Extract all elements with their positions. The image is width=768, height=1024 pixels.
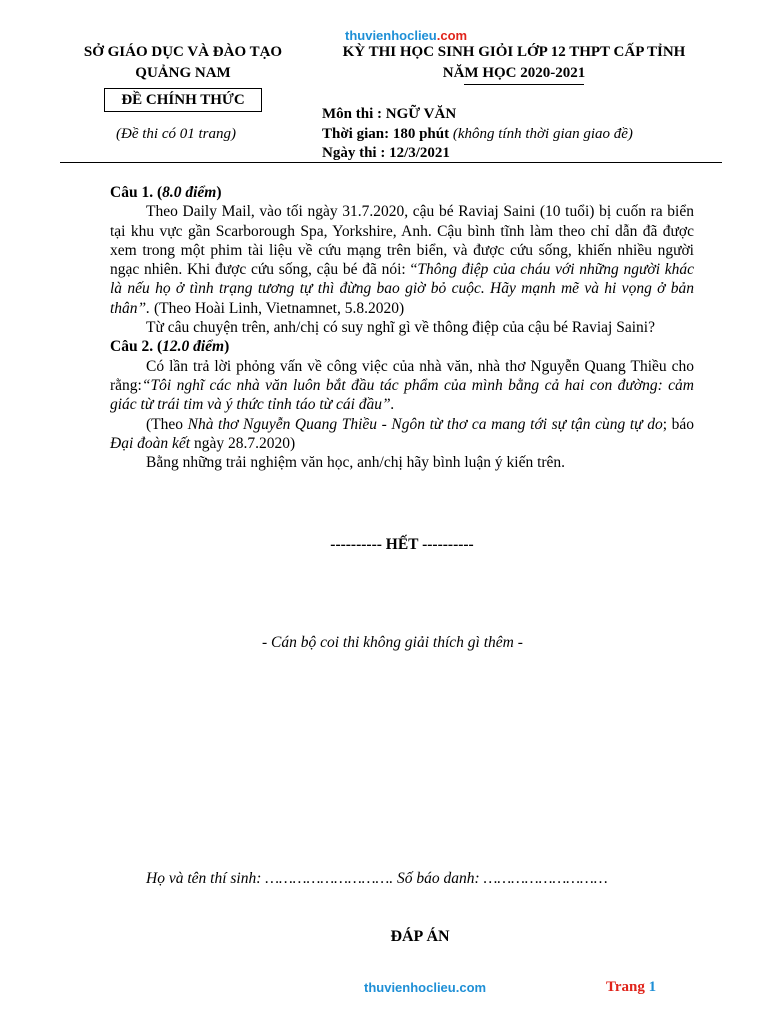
header-divider: [60, 162, 722, 163]
question-1-quote: Thông điệp của cháu với những người khác là nếu họ ở tình trạng tương tự thì đừng bao giờ bỏ cuộc. Hãy mạnh mẽ và hi vọng ở bản thân”.: [110, 261, 694, 317]
end-marker: ---------- HẾT ----------: [330, 536, 474, 553]
question-2-source-mid: ; báo: [662, 415, 694, 433]
question-2-source: [110, 415, 694, 454]
question-2-passage: [110, 357, 694, 415]
question-1-heading: [110, 183, 694, 202]
page-number: 1: [648, 979, 657, 995]
question-2-heading: [110, 337, 694, 356]
pages-note: (Đề thi có 01 trang): [116, 126, 236, 142]
time-note: (không tính thời gian giao đề): [449, 126, 633, 142]
question-1-points: 8.0 điểm: [162, 184, 217, 201]
question-2-quote: “Tôi nghĩ các nhà văn luôn bắt đầu tác phẩm của mình bằng cả hai con đường: cảm giác từ trái tim và ý thức tỉnh táo từ cái đầu”.: [110, 376, 694, 414]
page-number-label: [606, 979, 656, 996]
department-name: SỞ GIÁO DỤC VÀ ĐÀO TẠO: [83, 44, 283, 60]
question-2-source-title: Nhà thơ Nguyễn Quang Thiều - Ngôn từ thơ ca mang tới sự tận cùng tự do: [187, 415, 663, 433]
question-1-heading-prefix: Câu 1. (: [110, 184, 163, 201]
question-1-passage-text: Theo Daily Mail, vào tối ngày 31.7.2020, cậu bé Raviaj Saini (10 tuổi) bị cuốn ra biển tại khu vực gần Scarborough Spa, Yorkshire, Anh. Cậu bình tĩnh làm theo chỉ dẫn đã được xem trong một phim tài liệu về cứu mạng trên biển, và được cứu sống, khiến nhiều người ngạc nhiên. Khi được cứu sống, cậu bé đã nói: “: [110, 203, 694, 279]
question-2-heading-suffix: ): [224, 338, 230, 356]
question-2-source-date: ngày 28.7.2020): [190, 434, 296, 452]
subject-line: Môn thi : NGỮ VĂN: [322, 106, 457, 122]
candidate-info-line: Họ và tên thí sinh: ………………………. Số báo danh: ………………………: [146, 870, 608, 887]
question-2-source-prefix: (Theo: [146, 415, 188, 433]
question-2-passage-text: Có lần trả lời phỏng vấn về công việc của nhà văn, nhà thơ Nguyễn Quang Thiều cho rằng:: [110, 357, 694, 394]
exam-date: Ngày thi : 12/3/2021: [322, 145, 450, 161]
question-2-prompt: Bằng những trải nghiệm văn học, anh/chị hãy bình luận ý kiến trên.: [146, 454, 566, 472]
watermark-footer: thuvienhoclieu.com: [364, 980, 487, 995]
official-exam-box: ĐỀ CHÍNH THỨC: [104, 88, 262, 112]
page-label: Trang: [606, 979, 649, 995]
watermark-top-main: thuvienhoclieu: [345, 28, 437, 43]
watermark-top: [345, 28, 467, 43]
exam-body: [110, 183, 694, 472]
time-label: Thời gian: 180 phút: [322, 126, 450, 142]
question-2-source-paper: Đại đoàn kết: [110, 434, 191, 452]
time-line: [322, 126, 633, 143]
school-year: NĂM HỌC 2020-2021: [442, 65, 586, 81]
proctor-note: - Cán bộ coi thi không giải thích gì thêm -: [262, 634, 523, 651]
exam-title: KỲ THI HỌC SINH GIỎI LỚP 12 THPT CẤP TỈNH: [342, 44, 686, 60]
province-name: QUẢNG NAM: [135, 65, 231, 81]
question-1-passage: [110, 202, 694, 318]
question-1-heading-suffix: ): [216, 184, 222, 201]
question-1-prompt: Từ câu chuyện trên, anh/chị có suy nghĩ gì về thông điệp của cậu bé Raviaj Saini?: [146, 319, 655, 337]
question-2-heading-prefix: Câu 2. (: [110, 338, 163, 356]
question-1-source: (Theo Hoài Linh, Vietnamnet, 5.8.2020): [150, 299, 405, 317]
school-year-underline: [464, 84, 584, 85]
question-2-points: 12.0 điểm: [162, 338, 225, 356]
answer-heading: ĐÁP ÁN: [390, 928, 450, 945]
watermark-top-domain: .com: [436, 28, 468, 43]
